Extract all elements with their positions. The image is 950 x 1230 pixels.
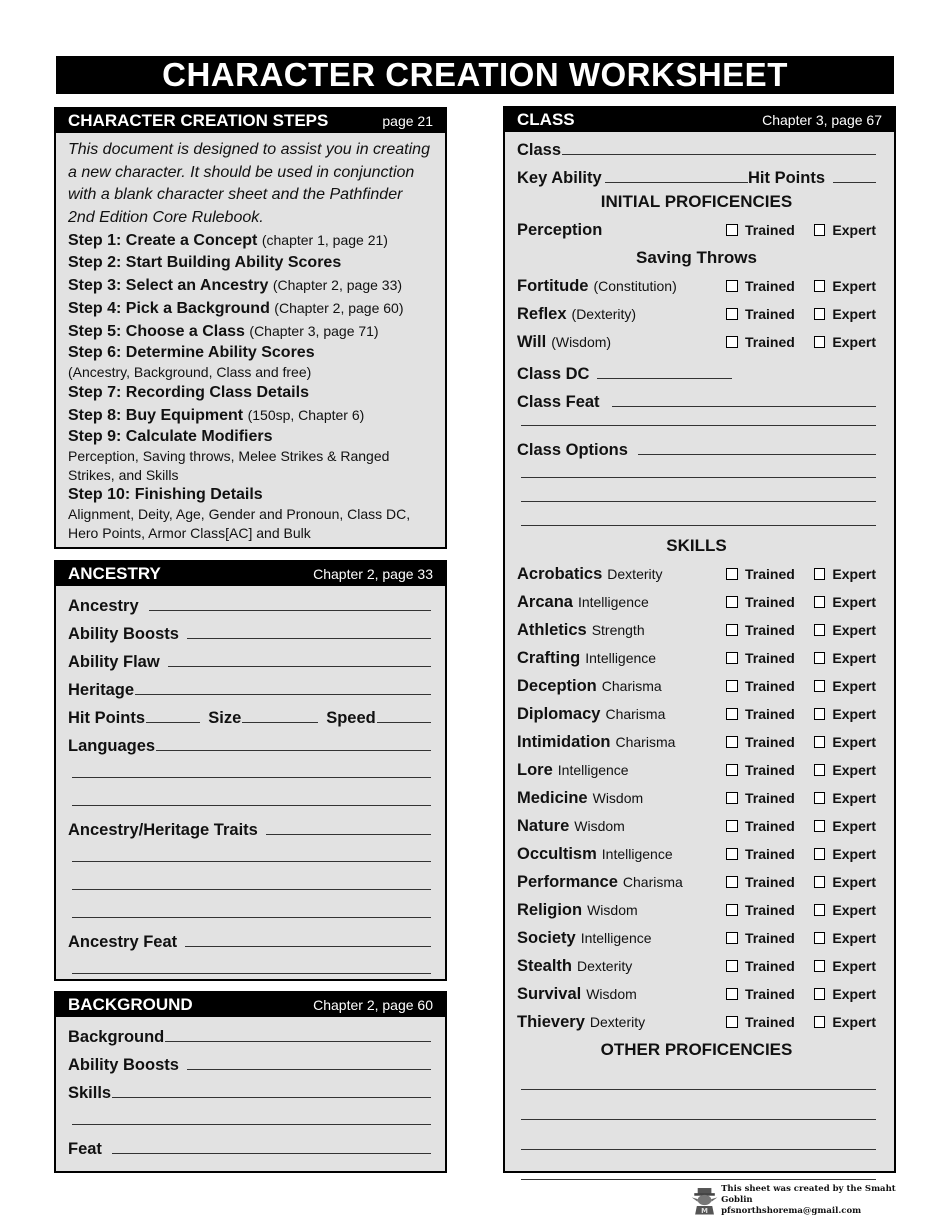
skills-title: SKILLS [666, 536, 727, 555]
class-feat-line-2[interactable] [517, 412, 876, 432]
save-will-ability: (Wisdom) [551, 334, 612, 350]
step-2: Step 2: Start Building Ability Scores [68, 254, 342, 271]
other-line-3[interactable] [517, 1126, 876, 1156]
checkbox-icon [814, 280, 825, 292]
skill-religion-name: Religion [517, 900, 583, 919]
skill-stealth-ability: Dexterity [577, 958, 633, 974]
step-3: Step 3: Select an Ancestry (Chapter 2, page 33) [68, 277, 403, 294]
save-fortitude-trained-checkbox[interactable]: Trained [726, 278, 814, 294]
save-reflex-ability: (Dexterity) [571, 306, 637, 322]
skill-stealth-row [517, 952, 876, 980]
skill-crafting-row [517, 644, 876, 672]
checkbox-icon [726, 708, 738, 720]
save-reflex-name: Reflex [517, 304, 567, 323]
save-will-row [517, 328, 876, 356]
perception-row: Perception Trained Expert [517, 220, 876, 239]
skill-occultism-ability: Intelligence [601, 846, 673, 862]
page-title: CHARACTER CREATION WORKSHEET [56, 56, 894, 94]
checkbox-icon [726, 848, 738, 860]
checkbox-icon [814, 988, 825, 1000]
skill-religion-trained-checkbox[interactable]: Trained [726, 902, 814, 918]
ancestry-header [56, 562, 445, 586]
skill-performance-trained-checkbox[interactable]: Trained [726, 874, 814, 890]
skill-crafting-ability: Intelligence [585, 650, 657, 666]
skill-diplomacy-ability: Charisma [605, 706, 666, 722]
save-will-name: Will [517, 332, 547, 351]
skill-medicine-name: Medicine [517, 788, 588, 807]
heritage-field[interactable]: Heritage [68, 672, 431, 700]
credit-line: This sheet was created by the Smaht Goblin [721, 1183, 896, 1205]
step-10: Step 10: Finishing Details [68, 486, 263, 503]
save-will-expert-checkbox[interactable]: Expert [814, 334, 876, 350]
skill-society-row [517, 924, 876, 952]
skill-diplomacy-expert-checkbox[interactable]: Expert [814, 706, 876, 722]
ancestry-title: ANCESTRY [68, 564, 161, 583]
skill-thievery-row [517, 1008, 876, 1036]
skill-medicine-row [517, 784, 876, 812]
checkbox-icon [814, 624, 825, 636]
skill-diplomacy-row [517, 700, 876, 728]
save-will-trained-checkbox[interactable]: Trained [726, 334, 814, 350]
skill-thievery-name: Thievery [517, 1012, 585, 1031]
checkbox-icon [814, 568, 825, 580]
checkbox-icon [814, 820, 825, 832]
class-options-line-4[interactable] [517, 508, 876, 532]
skill-lore-ability: Intelligence [557, 762, 629, 778]
traits-line-4[interactable] [68, 896, 431, 924]
checkbox-icon [726, 960, 738, 972]
other-proficiencies-title: OTHER PROFICENCIES [600, 1040, 793, 1059]
step-9-note: Perception, Saving throws, Melee Strikes & Ranged Strikes, and Skills [68, 448, 390, 483]
class-header [505, 108, 894, 132]
checkbox-icon [726, 904, 738, 916]
checkbox-icon [814, 680, 825, 692]
background-title: BACKGROUND [68, 995, 193, 1014]
credit-email: pfsnorthshorema@gmail.com [721, 1205, 862, 1216]
key-ability-row[interactable]: Key Ability Hit Points [517, 160, 876, 188]
skill-acrobatics-row [517, 560, 876, 588]
save-reflex-expert-checkbox[interactable]: Expert [814, 306, 876, 322]
skill-survival-trained-checkbox[interactable]: Trained [726, 986, 814, 1002]
skill-occultism-name: Occultism [517, 844, 597, 863]
languages-line-3[interactable] [68, 784, 431, 812]
class-options-line-2[interactable] [517, 460, 876, 484]
credit-footer [690, 1180, 900, 1220]
checkbox-icon [814, 764, 825, 776]
skill-stealth-trained-checkbox[interactable]: Trained [726, 958, 814, 974]
perception-trained-checkbox[interactable]: Trained [726, 222, 814, 238]
checkbox-icon [814, 792, 825, 804]
skill-arcana-ability: Intelligence [577, 594, 649, 610]
skill-lore-row [517, 756, 876, 784]
goblin-logo-icon [690, 1183, 719, 1217]
skill-lore-name: Lore [517, 760, 553, 779]
checkbox-icon [726, 932, 738, 944]
svg-text:M: M [701, 1206, 708, 1215]
skill-religion-ability: Wisdom [587, 902, 638, 918]
skill-crafting-name: Crafting [517, 648, 581, 667]
skill-intimidation-ability: Charisma [615, 734, 676, 750]
skill-deception-row [517, 672, 876, 700]
skill-intimidation-name: Intimidation [517, 732, 611, 751]
save-fortitude-ability: (Constitution) [593, 278, 677, 294]
skill-arcana-trained-checkbox[interactable]: Trained [726, 594, 814, 610]
checkbox-icon [814, 904, 825, 916]
skill-intimidation-trained-checkbox[interactable]: Trained [726, 734, 814, 750]
skill-deception-trained-checkbox[interactable]: Trained [726, 678, 814, 694]
languages-line-2[interactable] [68, 756, 431, 784]
skill-arcana-row [517, 588, 876, 616]
step-7: Step 7: Recording Class Details [68, 384, 309, 401]
skill-medicine-expert-checkbox[interactable]: Expert [814, 790, 876, 806]
checkbox-icon [814, 596, 825, 608]
skill-performance-ability: Charisma [622, 874, 683, 890]
checkbox-icon [814, 652, 825, 664]
skill-occultism-row [517, 840, 876, 868]
background-skills-field[interactable]: Skills [68, 1075, 431, 1103]
skill-acrobatics-ability: Dexterity [607, 566, 663, 582]
saving-throws-title: Saving Throws [636, 248, 757, 267]
skill-acrobatics-expert-checkbox[interactable]: Expert [814, 566, 876, 582]
skill-athletics-row [517, 616, 876, 644]
save-fortitude-name: Fortitude [517, 276, 589, 295]
skill-acrobatics-name: Acrobatics [517, 564, 603, 583]
skill-thievery-trained-checkbox[interactable]: Trained [726, 1014, 814, 1030]
class-field[interactable]: Class [517, 132, 876, 160]
ancestry-panel [54, 560, 447, 981]
initial-proficiencies-title: INITIAL PROFICENCIES [600, 192, 793, 211]
skill-performance-name: Performance [517, 872, 618, 891]
skill-crafting-expert-checkbox[interactable]: Expert [814, 650, 876, 666]
ancestry-boosts-field[interactable]: Ability Boosts [68, 616, 431, 644]
skill-diplomacy-trained-checkbox[interactable]: Trained [726, 706, 814, 722]
ancestry-field[interactable]: Ancestry [68, 588, 431, 616]
skill-nature-trained-checkbox[interactable]: Trained [726, 818, 814, 834]
skill-deception-expert-checkbox[interactable]: Expert [814, 678, 876, 694]
checkbox-icon [726, 652, 738, 664]
skill-thievery-expert-checkbox[interactable]: Expert [814, 1014, 876, 1030]
checkbox-icon [726, 820, 738, 832]
skill-thievery-ability: Dexterity [589, 1014, 646, 1030]
step-4: Step 4: Pick a Background (Chapter 2, page 60) [68, 300, 404, 317]
steps-title: CHARACTER CREATION STEPS [68, 111, 329, 130]
background-page-ref: Chapter 2, page 60 [313, 997, 433, 1013]
steps-page-ref: page 21 [382, 113, 433, 129]
skill-survival-ability: Wisdom [586, 986, 637, 1002]
skill-acrobatics-trained-checkbox[interactable]: Trained [726, 566, 814, 582]
skill-intimidation-row [517, 728, 876, 756]
skill-arcana-expert-checkbox[interactable]: Expert [814, 594, 876, 610]
class-feat-field[interactable]: Class Feat [517, 384, 876, 412]
checkbox-icon [814, 736, 825, 748]
skill-arcana-name: Arcana [517, 592, 573, 611]
step-10-note: Alignment, Deity, Age, Gender and Pronoun, Class DC, Hero Points, Armor Class[AC] and Bulk [68, 506, 411, 541]
skill-survival-name: Survival [517, 984, 582, 1003]
skill-society-expert-checkbox[interactable]: Expert [814, 930, 876, 946]
checkbox-icon [726, 764, 738, 776]
skill-athletics-ability: Strength [591, 622, 645, 638]
save-reflex-trained-checkbox[interactable]: Trained [726, 306, 814, 322]
step-6-note: (Ancestry, Background, Class and free) [68, 364, 312, 380]
skill-athletics-expert-checkbox[interactable]: Expert [814, 622, 876, 638]
class-page-ref: Chapter 3, page 67 [762, 112, 882, 128]
step-1: Step 1: Create a Concept (chapter 1, page 21) [68, 232, 388, 249]
checkbox-icon [726, 876, 738, 888]
step-8: Step 8: Buy Equipment (150sp, Chapter 6) [68, 407, 365, 424]
skill-lore-expert-checkbox[interactable]: Expert [814, 762, 876, 778]
skill-medicine-ability: Wisdom [592, 790, 644, 806]
ancestry-page-ref: Chapter 2, page 33 [313, 566, 433, 582]
checkbox-icon [814, 308, 825, 320]
ancestry-feat-field[interactable]: Ancestry Feat [68, 924, 431, 952]
skill-diplomacy-name: Diplomacy [517, 704, 601, 723]
skill-occultism-expert-checkbox[interactable]: Expert [814, 846, 876, 862]
skill-lore-trained-checkbox[interactable]: Trained [726, 762, 814, 778]
checkbox-icon [814, 876, 825, 888]
class-title: CLASS [517, 110, 575, 129]
checkbox-icon [726, 624, 738, 636]
checkbox-icon [726, 792, 738, 804]
checkbox-icon [726, 596, 738, 608]
ancestry-flaw-field[interactable]: Ability Flaw [68, 644, 431, 672]
checkbox-icon [814, 708, 825, 720]
background-field[interactable]: Background [68, 1019, 431, 1047]
intro-text: This document is designed to assist you in creating a new character. It should be used in conjunction with a blank character sheet and the Pathfinder 2nd Edition Core Rulebook. [68, 141, 430, 226]
skill-society-ability: Intelligence [580, 930, 652, 946]
skill-athletics-trained-checkbox[interactable]: Trained [726, 622, 814, 638]
checkbox-icon [726, 736, 738, 748]
steps-panel [54, 107, 447, 549]
background-header [56, 993, 445, 1017]
skill-stealth-expert-checkbox[interactable]: Expert [814, 958, 876, 974]
skill-performance-expert-checkbox[interactable]: Expert [814, 874, 876, 890]
skill-survival-row [517, 980, 876, 1008]
background-feat-field[interactable]: Feat [68, 1131, 431, 1159]
class-dc-field[interactable]: Class DC [517, 356, 876, 384]
skill-religion-expert-checkbox[interactable]: Expert [814, 902, 876, 918]
checkbox-icon [814, 336, 825, 348]
class-panel [503, 106, 896, 1173]
checkbox-icon [814, 932, 825, 944]
skill-athletics-name: Athletics [517, 620, 587, 639]
class-options-line-3[interactable] [517, 484, 876, 508]
checkbox-icon [726, 308, 738, 320]
skill-crafting-trained-checkbox[interactable]: Trained [726, 650, 814, 666]
class-options-field[interactable]: Class Options [517, 432, 876, 460]
step-6: Step 6: Determine Ability Scores [68, 344, 315, 361]
save-reflex-row [517, 300, 876, 328]
traits-line-3[interactable] [68, 868, 431, 896]
step-5: Step 5: Choose a Class (Chapter 3, page 71) [68, 323, 379, 340]
other-line-1[interactable] [517, 1064, 876, 1096]
traits-field[interactable]: Ancestry/Heritage Traits [68, 812, 431, 840]
skill-religion-row [517, 896, 876, 924]
skill-society-trained-checkbox[interactable]: Trained [726, 930, 814, 946]
skill-deception-name: Deception [517, 676, 597, 695]
skill-nature-ability: Wisdom [574, 818, 625, 834]
other-line-2[interactable] [517, 1096, 876, 1126]
checkbox-icon [726, 280, 738, 292]
background-skills-line-2[interactable] [68, 1103, 431, 1131]
save-fortitude-expert-checkbox[interactable]: Expert [814, 278, 876, 294]
background-panel [54, 991, 447, 1173]
checkbox-icon [726, 336, 738, 348]
checkbox-icon [814, 1016, 825, 1028]
skill-stealth-name: Stealth [517, 956, 573, 975]
checkbox-icon [726, 680, 738, 692]
step-9: Step 9: Calculate Modifiers [68, 428, 273, 445]
skill-medicine-trained-checkbox[interactable]: Trained [726, 790, 814, 806]
skill-deception-ability: Charisma [601, 678, 662, 694]
checkbox-icon [726, 988, 738, 1000]
ancestry-feat-line-2[interactable] [68, 952, 431, 980]
skill-performance-row [517, 868, 876, 896]
hp-size-speed-row[interactable]: Hit Points Size Speed [68, 700, 431, 728]
save-fortitude-row [517, 272, 876, 300]
skill-nature-expert-checkbox[interactable]: Expert [814, 818, 876, 834]
steps-header [56, 109, 445, 133]
checkbox-icon [726, 1016, 738, 1028]
skill-occultism-trained-checkbox[interactable]: Trained [726, 846, 814, 862]
checkbox-icon [814, 848, 825, 860]
skill-nature-name: Nature [517, 816, 570, 835]
skill-society-name: Society [517, 928, 576, 947]
background-boosts-field[interactable]: Ability Boosts [68, 1047, 431, 1075]
perception-expert-checkbox[interactable]: Expert [814, 222, 876, 238]
languages-field[interactable]: Languages [68, 728, 431, 756]
checkbox-icon [814, 960, 825, 972]
skill-intimidation-expert-checkbox[interactable]: Expert [814, 734, 876, 750]
skill-nature-row [517, 812, 876, 840]
skill-survival-expert-checkbox[interactable]: Expert [814, 986, 876, 1002]
checkbox-icon [726, 568, 738, 580]
traits-line-2[interactable] [68, 840, 431, 868]
